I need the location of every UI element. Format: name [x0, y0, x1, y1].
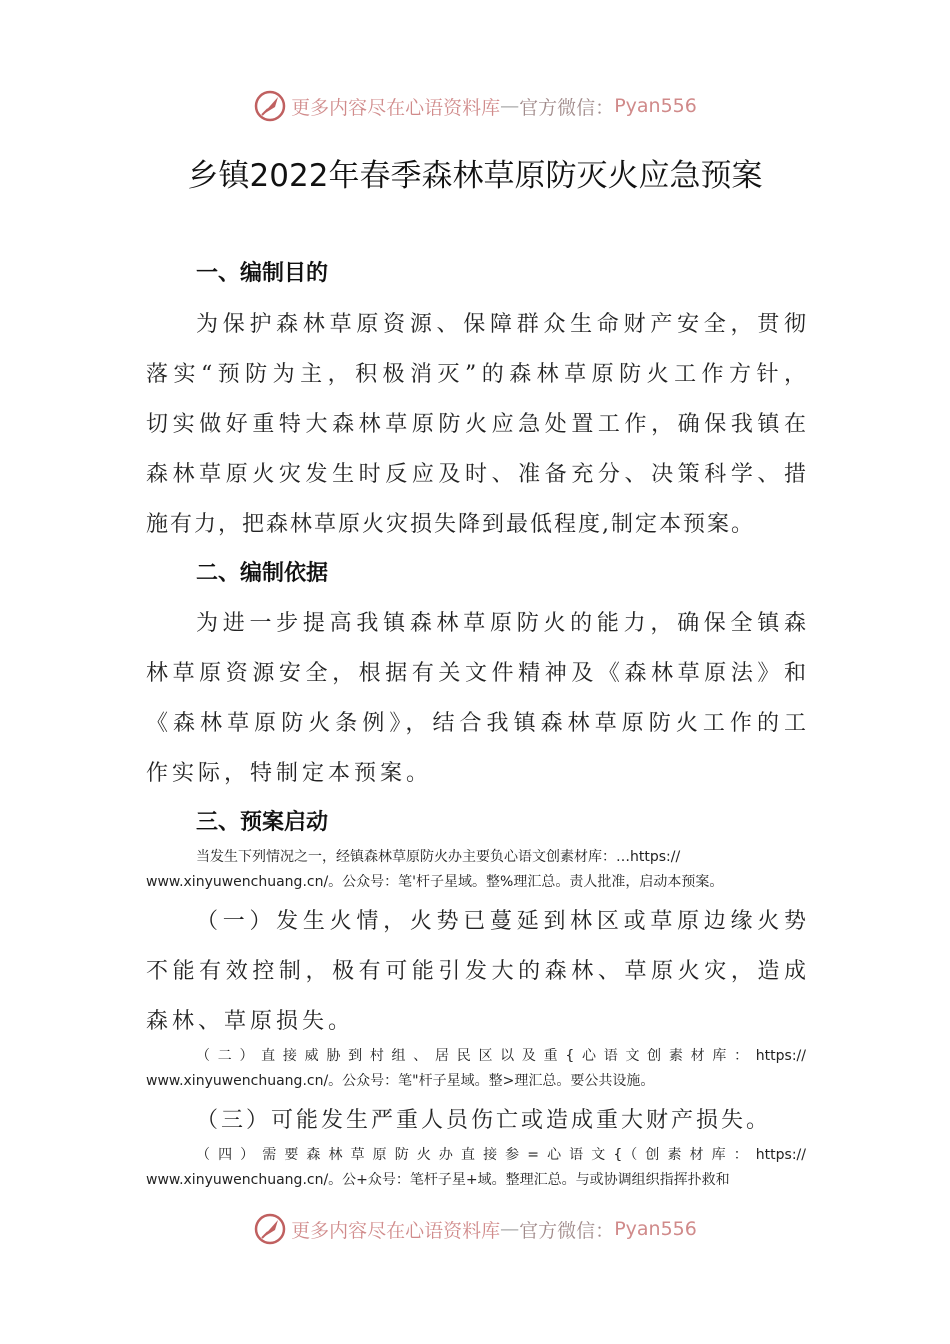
footer-watermark-banner [0, 1209, 950, 1249]
small-text-line: www.xinyuwenchuang.cn/。公+众号：笔杆子星+域。整理汇总。与或协调组织指挥扑救和 [146, 1172, 730, 1188]
banner-text: 更多内容尽在心语资料库 [291, 96, 501, 119]
item-1-line: 不能有效控制，极有可能引发大的森林、草原火灾，造成 [146, 959, 806, 984]
banner-account: Pyan556 [614, 95, 697, 117]
section-2-heading: 二、编制依据 [196, 561, 329, 586]
banner-account: Pyan556 [614, 1218, 697, 1240]
item-1-line: （一）发生火情，火势已蔓延到林区或草原边缘火势 [196, 909, 806, 934]
section-3-heading: 三、预案启动 [196, 810, 329, 835]
paragraph-line: 施有力，把森林草原火灾损失降到最低程度,制定本预案。 [146, 512, 755, 537]
small-text-line: 当发生下列情况之一，经镇森林草原防火办主要负心语文创素材库：…https:// [196, 849, 681, 865]
section-1-heading: 一、编制目的 [196, 261, 329, 286]
banner-separator: — [500, 95, 520, 117]
small-text-line: www.xinyuwenchuang.cn/。公众号：笔'杆子星域。整%理汇总。责人批准，启动本预案。 [146, 874, 724, 890]
paragraph-line: 落实“预防为主，积极消灭”的森林草原防火工作方针， [146, 362, 806, 387]
paragraph-line: 森林草原火灾发生时反应及时、准备充分、决策科学、措 [146, 462, 806, 487]
paragraph-line: 作实际，特制定本预案。 [146, 761, 433, 786]
small-text-line: （四）需要森林草原防火办直接参=心语文{（创素材库：https:// [196, 1147, 806, 1163]
paragraph-line: 切实做好重特大森林草原防火应急处置工作，确保我镇在 [146, 412, 806, 437]
paragraph-line: 为进一步提高我镇森林草原防火的能力，确保全镇森 [196, 611, 806, 636]
item-1-line: 森林、草原损失。 [146, 1009, 355, 1034]
item-3-line: （三）可能发生严重人员伤亡或造成重大财产损失。 [196, 1108, 772, 1133]
banner-text: 更多内容尽在心语资料库 [291, 1219, 501, 1242]
paragraph-line: 为保护森林草原资源、保障群众生命财产安全，贯彻 [196, 312, 806, 337]
quill-seal-logo-icon [253, 1212, 287, 1246]
document-title: 乡镇2022年春季森林草原防灭火应急预案 [187, 158, 763, 194]
small-text-line: www.xinyuwenchuang.cn/。公众号：笔"杆子星域。整>理汇总。要公共设施。 [146, 1073, 655, 1089]
banner-separator: — [500, 1218, 520, 1240]
banner-wechat-label: 官方微信： [519, 1219, 615, 1242]
paragraph-line: 《森林草原防火条例》，结合我镇森林草原防火工作的工 [146, 711, 806, 736]
banner-wechat-label: 官方微信： [519, 96, 615, 119]
small-text-line: （二）直接威胁到村组、居民区以及重{心语文创素材库：https:// [196, 1048, 806, 1064]
quill-seal-logo-icon [253, 89, 287, 123]
paragraph-line: 林草原资源安全，根据有关文件精神及《森林草原法》和 [146, 661, 806, 686]
header-watermark-banner [0, 86, 950, 126]
